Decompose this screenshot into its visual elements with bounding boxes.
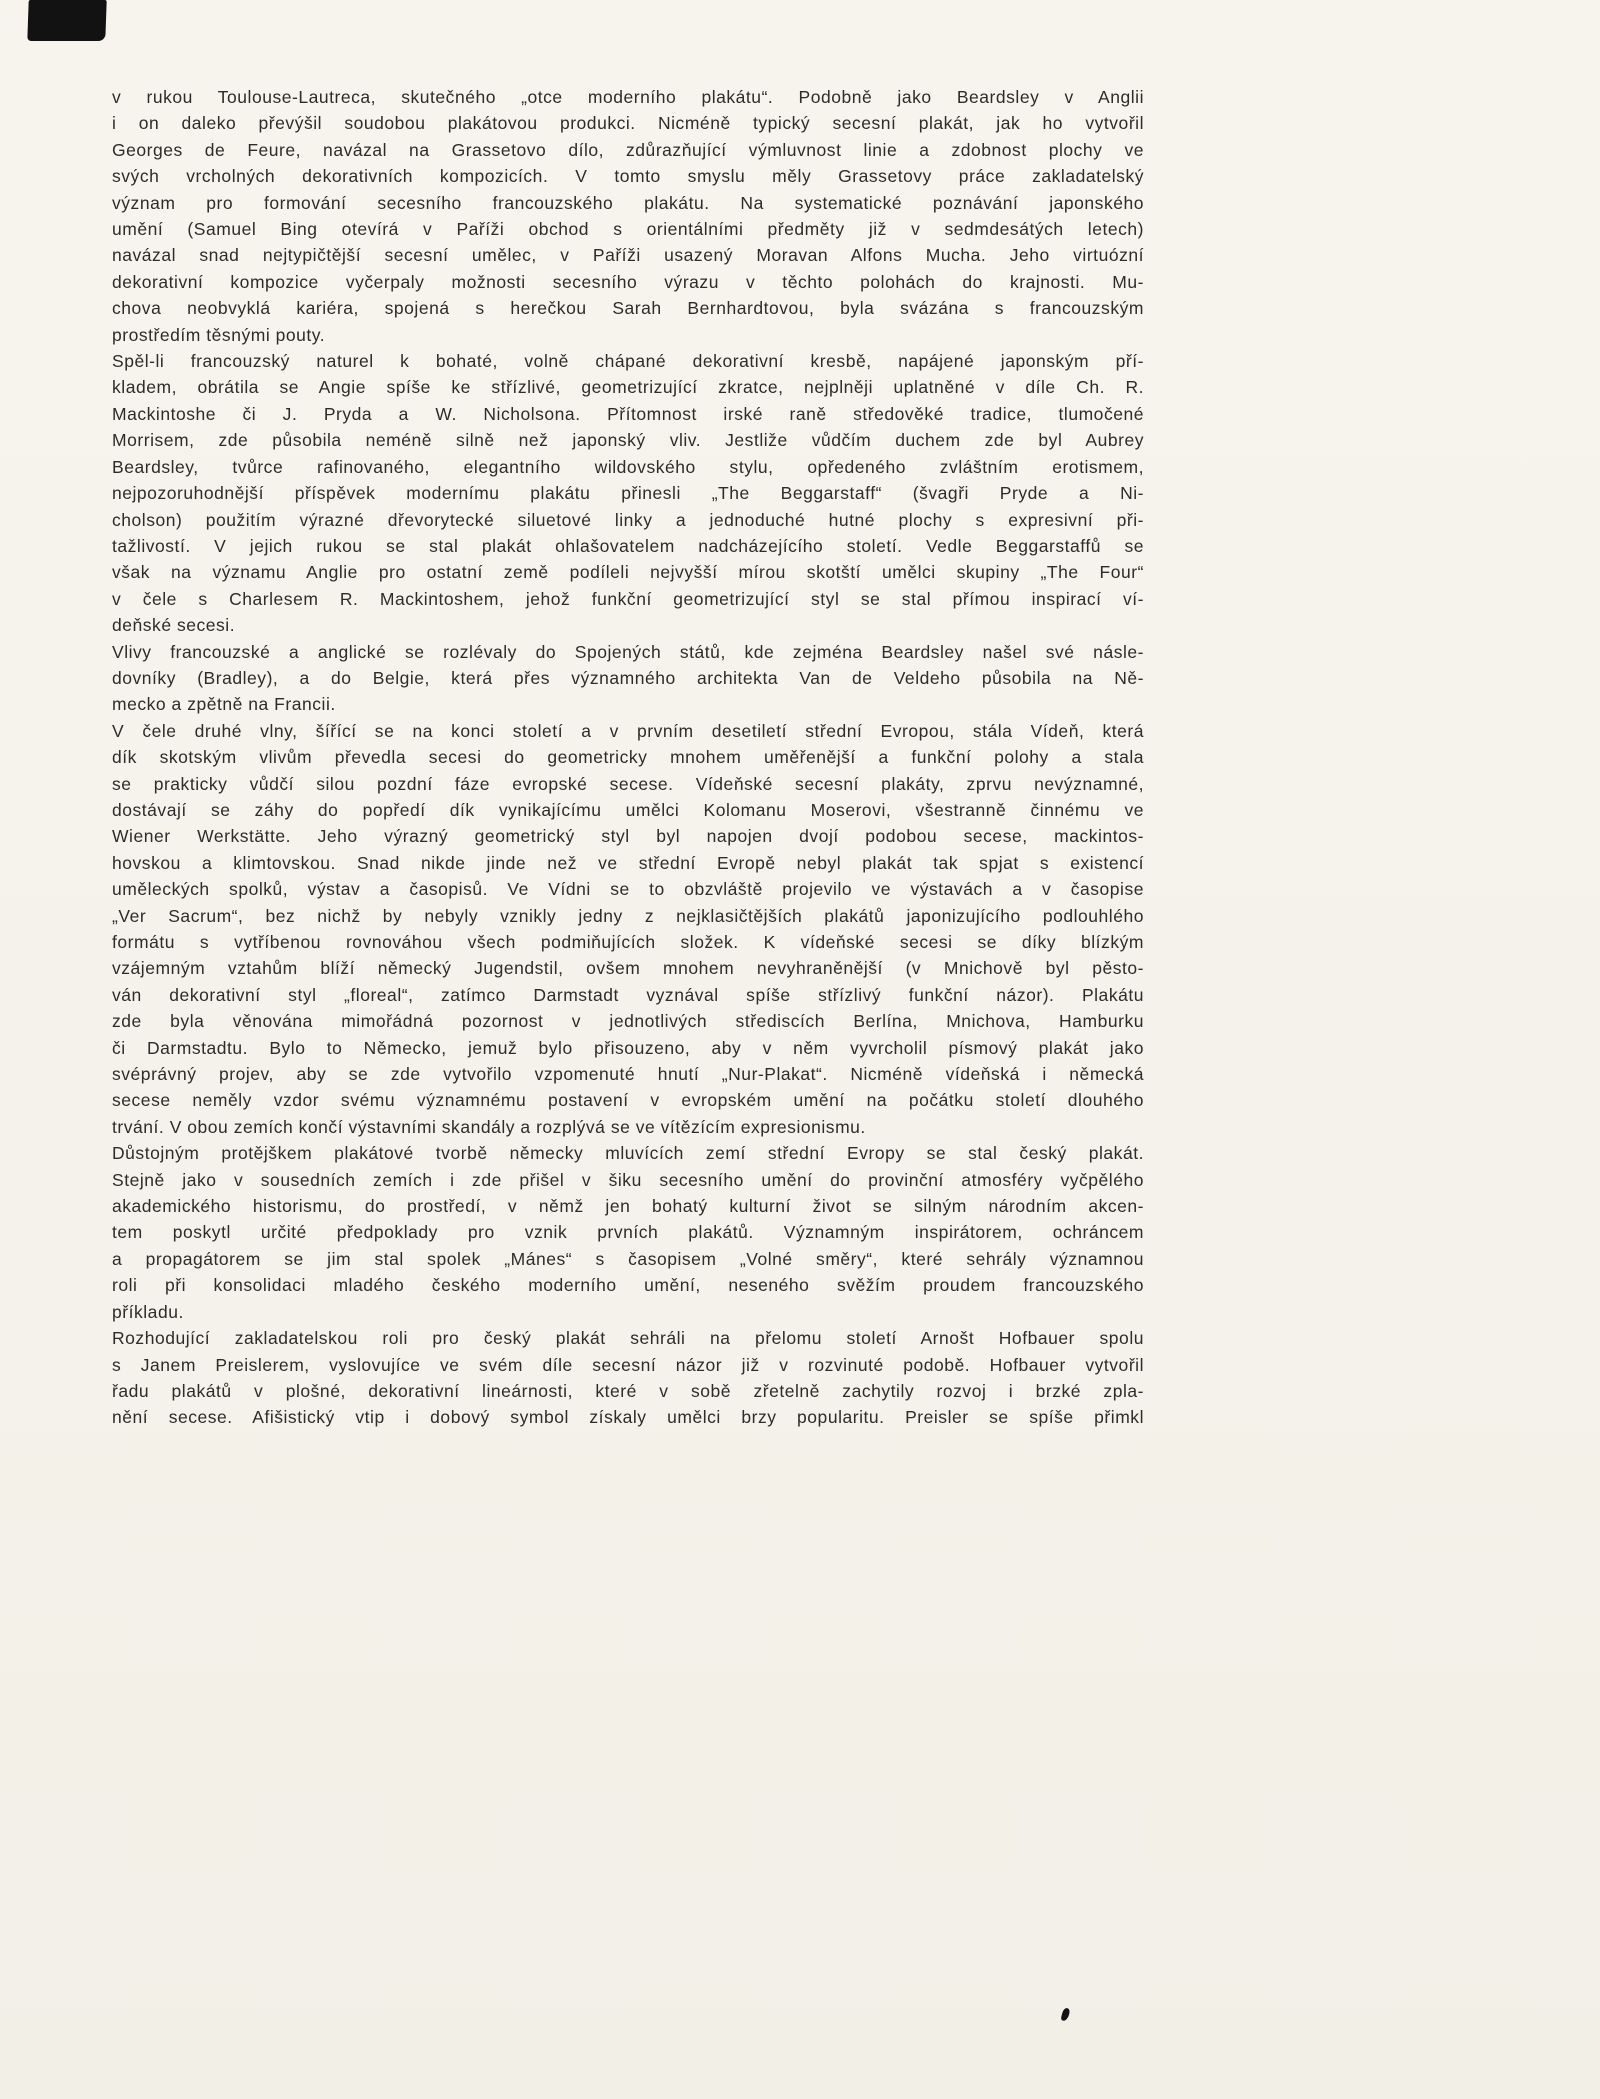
text-line: dostávají se záhy do popředí dík vynikajícímu umělci Kolomanu Moserovi, všestranně činnému ve: [112, 799, 1144, 820]
text-line: dovníky (Bradley), a do Belgie, která přes významného architekta Van de Veldeho působila na Ně-: [112, 667, 1144, 688]
text-line: svéprávný projev, aby se zde vytvořilo vzpomenuté hnutí „Nur-Plakat“. Nicméně vídeňská i německá: [112, 1064, 1144, 1085]
text-line: chova neobvyklá kariéra, spojená s herečkou Sarah Bernhardtovou, byla svázána s francouzským: [112, 298, 1144, 319]
text-line: secese neměly vzdor svému významnému postavení v evropském umění na počátku století dlouhého: [112, 1090, 1144, 1111]
text-line: Georges de Feure, navázal na Grassetovo dílo, zdůrazňující výmluvnost linie a zdobnost plochy ve: [112, 139, 1144, 160]
text-line: s Janem Preislerem, vyslovujíce ve svém díle secesní názor již v rozvinuté podobě. Hofbauer vytvořil: [112, 1354, 1144, 1375]
scan-artifact-corner: [27, 0, 106, 41]
text-line: dík skotským vlivům převedla secesi do geometricky mnohem uměřenější a funkční polohy a stala: [112, 747, 1144, 768]
text-line: i on daleko převýšil soudobou plakátovou produkci. Nicméně typický secesní plakát, jak ho vytvořil: [112, 113, 1144, 134]
text-line: řadu plakátů v plošné, dekorativní lineárnosti, které v sobě zřetelně zachytily rozvoj i brzké zpla-: [112, 1380, 1144, 1401]
paragraph: [112, 639, 1144, 718]
text-line: deňské secesi.: [112, 615, 236, 636]
text-line: či Darmstadtu. Bylo to Německo, jemuž bylo přisouzeno, aby v něm vyvrcholil písmový plakát jako: [112, 1037, 1144, 1058]
text-line: tem poskytl určité předpoklady pro vznik prvních plakátů. Významným inspirátorem, ochráncem: [112, 1222, 1144, 1243]
text-line: akademického historismu, do prostředí, v němž jen bohatý kulturní život se silným národním akcen-: [112, 1196, 1144, 1217]
text-line: tažlivostí. V jejich rukou se stal plakát ohlašovatelem nadcházejícího století. Vedle Beggarstaffů se: [112, 535, 1144, 556]
text-line: a propagátorem se jim stal spolek „Mánes“ s časopisem „Volné směry“, které sehrály významnou: [112, 1248, 1144, 1269]
text-line: Rozhodující zakladatelskou roli pro český plakát sehráli na přelomu století Arnošt Hofbauer spolu: [112, 1328, 1144, 1349]
text-line: v rukou Toulouse-Lautreca, skutečného „otce moderního plakátu“. Podobně jako Beardsley v Anglii: [112, 87, 1144, 107]
paragraph: [112, 84, 1144, 348]
paragraph: [112, 348, 1144, 638]
text-line: prostředím těsnými pouty.: [112, 324, 326, 345]
text-line: uměleckých spolků, výstav a časopisů. Ve Vídni se to obzvláště projevilo ve výstavách a v časopise: [112, 879, 1144, 900]
paragraph: [112, 1140, 1144, 1325]
text-line: kladem, obrátila se Angie spíše ke střízlivé, geometrizující zkratce, nejplněji uplatněné v díle Ch. R.: [112, 377, 1144, 398]
text-line: v čele s Charlesem R. Mackintoshem, jehož funkční geometrizující styl se stal přímou inspirací ví-: [112, 588, 1144, 609]
text-line: Beardsley, tvůrce rafinovaného, elegantního wildovského stylu, opředeného zvláštním erotismem,: [112, 456, 1144, 477]
text-line: Wiener Werkstätte. Jeho výrazný geometrický styl byl napojen dvojí podobou secese, mackintos-: [112, 826, 1144, 847]
text-line: Morrisem, zde působila neméně silně než japonský vliv. Jestliže vůdčím duchem zde byl Aubrey: [112, 430, 1144, 451]
text-line: Stejně jako v sousedních zemích i zde přišel v šiku secesního umění do provinční atmosféry vyčpělého: [112, 1169, 1144, 1190]
text-line: Vlivy francouzské a anglické se rozlévaly do Spojených států, kde zejména Beardsley našel své násle-: [112, 641, 1144, 662]
text-line: ván dekorativní styl „floreal“, zatímco Darmstadt vyznával spíše střízlivý funkční názor). Plakátu: [112, 984, 1144, 1005]
text-line: formátu s vytříbenou rovnováhou všech podmiňujících složek. K vídeňské secesi se díky blízkým: [112, 932, 1144, 952]
text-line: dekorativní kompozice vyčerpaly možnosti secesního výrazu v těchto polohách do krajnosti. Mu-: [112, 271, 1144, 292]
text-line: nejpozoruhodnější příspěvek modernímu plakátu přinesli „The Beggarstaff“ (švagři Pryde a Ni-: [112, 483, 1144, 504]
text-line: navázal snad nejtypičtější secesní umělec, v Paříži usazený Moravan Alfons Mucha. Jeho virtuózní: [112, 245, 1144, 266]
text-line: hovskou a klimtovskou. Snad nikde jinde než ve střední Evropě nebyl plakát tak spjat s existencí: [112, 852, 1144, 873]
text-line: se prakticky vůdčí silou pozdní fáze evropské secese. Vídeňské secesní plakáty, zprvu nevýznamné,: [112, 773, 1144, 794]
text-line: cholson) použitím výrazné dřevorytecké siluetové linky a jednoduché hutné plochy s expresivní při-: [112, 509, 1144, 530]
text-line: „Ver Sacrum“, bez nichž by nebyly vznikly jedny z nejklasičtějších plakátů japonizujícího podlouhlého: [112, 905, 1144, 926]
text-line: však na významu Anglie pro ostatní země podíleli nejvyšší mírou skotští umělci skupiny „The Four“: [112, 562, 1144, 583]
paragraph: [112, 718, 1144, 1141]
text-line: svých vrcholných dekorativních kompozicích. V tomto smyslu měly Grassetovy práce zakladatelský: [112, 166, 1144, 187]
text-line: V čele druhé vlny, šířící se na konci století a v prvním desetiletí střední Evropou, stála Vídeň, která: [112, 720, 1144, 741]
text-line: roli při konsolidaci mladého českého moderního umění, neseného svěžím proudem francouzského: [112, 1275, 1144, 1296]
text-line: nění secese. Afišistický vtip i dobový symbol získaly umělci brzy popularitu. Preisler se spíše přimkl: [112, 1407, 1144, 1428]
text-line: vzájemným vztahům blíží německý Jugendstil, ovšem mnohem nevyhraněnější (v Mnichově byl pěsto-: [112, 958, 1144, 979]
text-line: trvání. V obou zemích končí výstavními skandály a rozplývá se ve vítězícím expresionismu.: [112, 1116, 866, 1137]
text-line: Důstojným protějškem plakátové tvorbě německy mluvících zemí střední Evropy se stal český plakát.: [112, 1143, 1144, 1164]
scan-artifact-ink-speck: [1061, 2007, 1071, 2021]
text-line: zde byla věnována mimořádná pozornost v jednotlivých střediscích Berlína, Mnichova, Hamburku: [112, 1011, 1144, 1032]
body-text: [112, 84, 1144, 1431]
text-line: mecko a zpětně na Francii.: [112, 694, 336, 715]
text-line: příkladu.: [112, 1301, 184, 1322]
text-line: umění (Samuel Bing otevírá v Paříži obchod s orientálními předměty již v sedmdesátých letech): [112, 219, 1144, 240]
text-line: význam pro formování secesního francouzského plakátu. Na systematické poznávání japonského: [112, 192, 1144, 213]
text-line: Mackintoshe či J. Pryda a W. Nicholsona. Přítomnost irské raně středověké tradice, tlumočené: [112, 403, 1144, 424]
paragraph: [112, 1325, 1144, 1431]
text-line: Spěl-li francouzský naturel k bohaté, volně chápané dekorativní kresbě, napájené japonským pří-: [112, 351, 1144, 372]
